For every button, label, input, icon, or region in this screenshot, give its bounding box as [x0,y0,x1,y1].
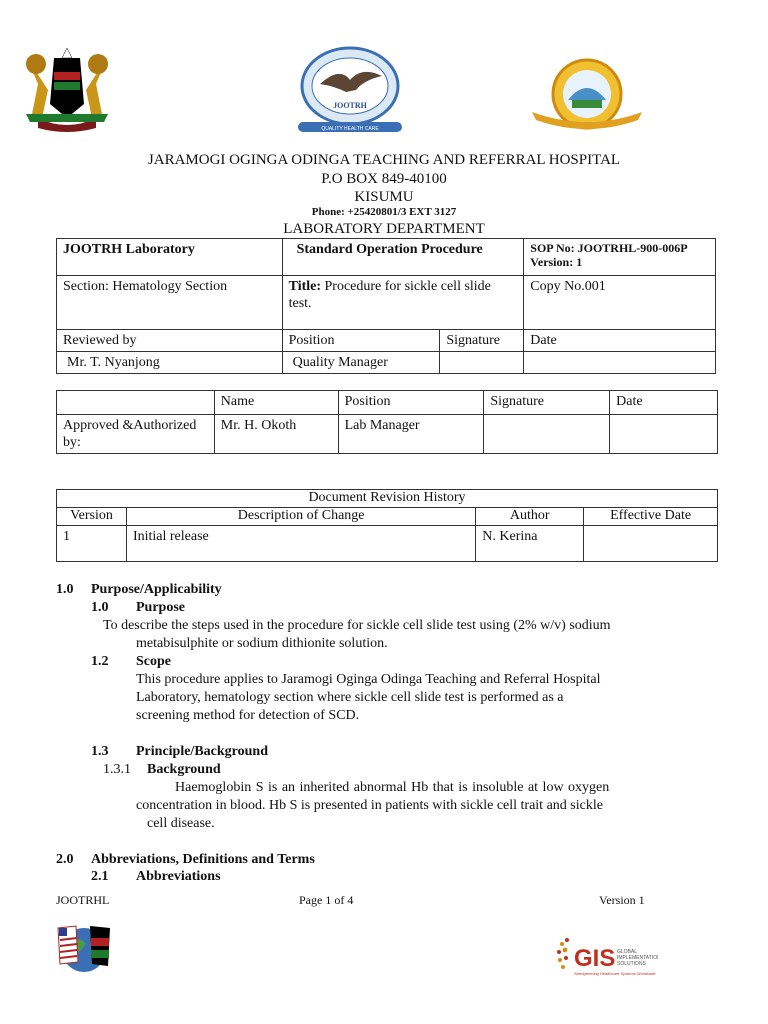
date-header: Date [524,330,716,352]
approval-signature-header: Signature [484,391,610,415]
approver-signature [484,415,610,454]
approved-label: Approved &Authorized by: [57,415,215,454]
gis-logo-text: GIS [574,945,616,972]
department: LABORATORY DEPARTMENT [283,221,485,237]
footer-version: Version 1 [599,893,645,907]
sop-version: Version: 1 [530,255,583,269]
section-background-title: Background [147,762,221,777]
title-text: Procedure for sickle cell slide test. [288,279,491,311]
svg-text:JOOTRH: JOOTRH [333,101,367,110]
revision-version: 1 [57,526,127,562]
jootrh-tagline: QUALITY HEALTH CARE [321,126,379,132]
revision-author: N. Kerina [476,526,584,562]
kenya-coat-of-arms-logo [18,44,116,136]
approver-position: Lab Manager [338,415,484,454]
section-1-2-number: 1.2 [91,654,109,669]
approver-name: Mr. H. Okoth [214,415,338,454]
reviewer-position: Quality Manager [282,352,440,374]
revision-effective-date [584,526,718,562]
sop-number: SOP No: JOOTRHL-900-006P [530,241,688,255]
section-principle-title: Principle/Background [136,744,268,759]
copy-number: Copy No.001 [524,276,716,330]
reviewer-name: Mr. T. Nyanjong [57,352,283,374]
reviewed-by-label: Reviewed by [57,330,283,352]
background-text-2: concentration in blood. Hb S is presented in patients with sickle cell trait and sickle [136,798,603,813]
author-header: Author [476,508,584,526]
background-text-3: cell disease. [147,816,215,831]
scope-text-2: Laboratory, hematology section where sickle cell slide test is performed as a [136,690,564,705]
name-header: Name [214,391,338,415]
gis-logo [554,934,658,978]
jootrh-logo [294,46,406,136]
procedure-title [282,276,524,330]
approver-date [610,415,718,454]
footer-page: Page 1 of 4 [299,893,354,907]
version-header: Version [57,508,127,526]
section-1-title: Purpose/Applicability [91,582,222,597]
gis-small-3: SOLUTIONS [617,961,646,967]
scope-text-3: screening method for detection of SCD. [136,708,360,723]
section-2-number: 2.0 [56,852,74,867]
kisumu-county-logo [528,56,646,136]
section-label: Section: Hematology Section [57,276,283,330]
revision-description: Initial release [126,526,475,562]
section-scope-title: Scope [136,654,171,669]
description-header: Description of Change [126,508,475,526]
section-2-1-number: 2.1 [91,869,109,884]
effective-date-header: Effective Date [584,508,718,526]
section-1-number: 1.0 [56,582,74,597]
approval-date-header: Date [610,391,718,415]
flags-globe-logo [56,922,112,976]
gis-small-1: GLOBAL [617,949,638,955]
position-header: Position [282,330,440,352]
section-purpose-title: Purpose [136,600,185,615]
revision-history-table [56,489,718,562]
section-abbreviations-title: Abbreviations [136,869,221,884]
purpose-text-1: To describe the steps used in the procedure for sickle cell slide test using (2% w/v) sodium [103,618,611,633]
sop-info-table [56,238,716,374]
section-1-0-number: 1.0 [91,600,109,615]
sop-title: Standard Operation Procedure [282,239,524,276]
background-text-1: Haemoglobin S is an inherited abnormal Hb that is insoluble at low oxygen [175,780,610,795]
purpose-text-2: metabisulphite or sodium dithionite solution. [136,636,388,651]
approval-position-header: Position [338,391,484,415]
gis-small-2: IMPLEMENTATION [617,955,658,961]
title-label: Title: [288,279,322,294]
section-2-title: Abbreviations, Definitions and Terms [91,852,315,867]
reviewer-date [524,352,716,374]
reviewer-signature [440,352,524,374]
approval-blank [57,391,215,415]
po-box: P.O BOX 849-40100 [321,171,447,187]
section-1-3-number: 1.3 [91,744,109,759]
gis-tagline: Strengthening Healthcare Systems Worldwide [574,971,656,976]
footer-left: JOOTRHL [56,893,110,907]
approval-table [56,390,718,454]
revision-history-title: Document Revision History [57,490,718,508]
signature-header: Signature [440,330,524,352]
city: KISUMU [354,189,414,205]
section-1-3-1-number: 1.3.1 [103,762,131,777]
scope-text-1: This procedure applies to Jaramogi Oginga Odinga Teaching and Referral Hospital [136,672,601,687]
hospital-name: JARAMOGI OGINGA ODINGA TEACHING AND REFERRAL HOSPITAL [147,152,621,168]
lab-name: JOOTRH Laboratory [57,239,283,276]
phone: Phone: +25420801/3 EXT 3127 [311,206,457,218]
